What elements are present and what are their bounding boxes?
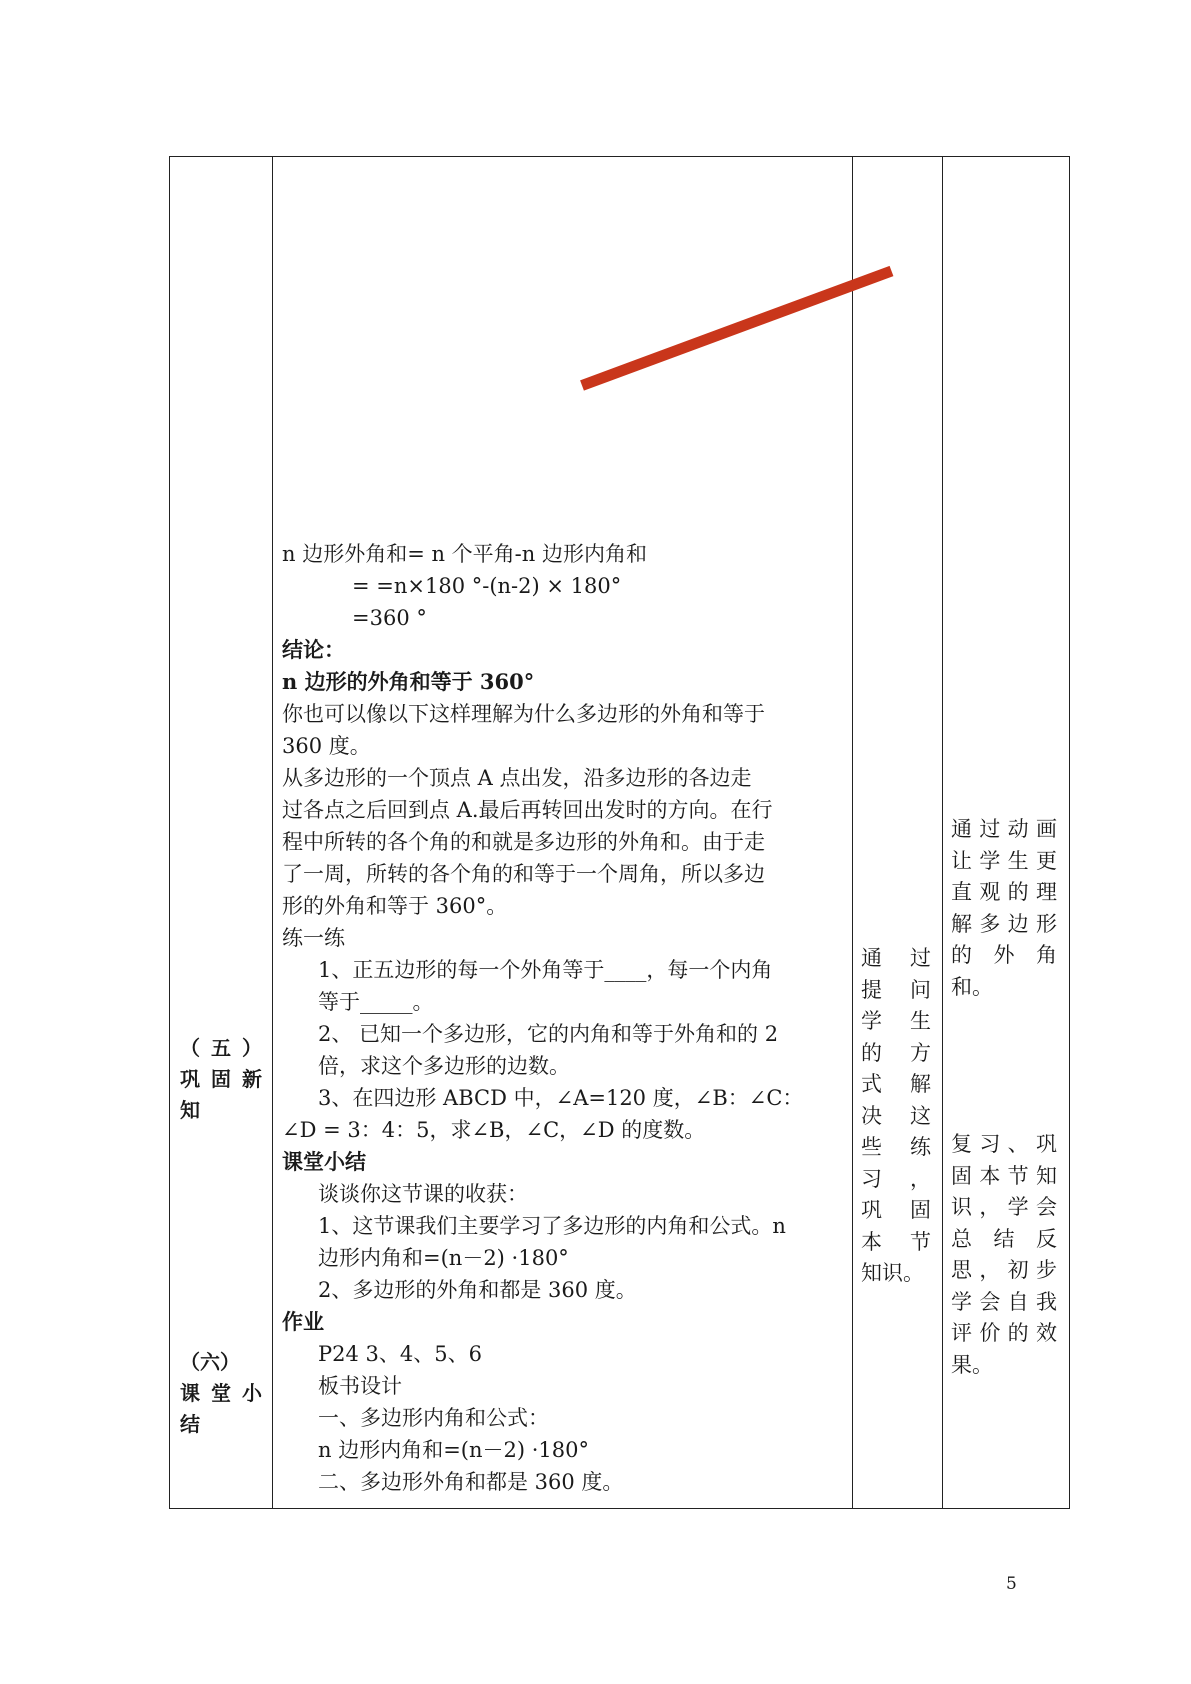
summary-line: 1、这节课我们主要学习了多边形的内角和公式。n [318, 1214, 786, 1238]
intent-note-line: 思，初步 [951, 1258, 1057, 1282]
explain-line: 形的外角和等于 360°。 [282, 894, 508, 918]
intent-note-review [951, 1129, 1057, 1381]
method-column [852, 157, 942, 1508]
stage-five-label [180, 1033, 262, 1126]
summary-line: 边形内角和=(n－2) ·180° [318, 1246, 569, 1270]
derivation-line: n 边形外角和= n 个平角-n 边形内角和 [282, 542, 647, 566]
intent-note-line: 的 外 角 [951, 943, 1057, 967]
explain-line: 从多边形的一个顶点 A 点出发，沿多边形的各边走 [282, 766, 752, 790]
explain-line: 过各点之后回到点 A.最后再转回出发时的方向。在行 [282, 798, 773, 822]
derivation-line: =360 ° [352, 606, 427, 630]
homework-line: n 边形内角和=(n－2) ·180° [318, 1438, 589, 1462]
conclusion-heading: 结论： [282, 637, 345, 662]
intent-note-line: 果。 [951, 1352, 993, 1377]
homework-line: 板书设计 [318, 1374, 402, 1398]
content-column [272, 157, 852, 1508]
intent-column [942, 157, 1069, 1508]
page-number: 5 [1006, 1574, 1017, 1594]
explain-line: 了一周，所转的各个角的和等于一个周角，所以多边 [282, 862, 765, 886]
explain-line: 你也可以像以下这样理解为什么多边形的外角和等于 [282, 702, 765, 726]
intent-note-animation [951, 814, 1057, 1003]
method-note-line: 的 方 [861, 1040, 931, 1065]
intent-note-line: 固本节知 [951, 1163, 1057, 1188]
summary-line: 谈谈你这节课的收获： [318, 1182, 528, 1206]
practice-line: 倍，求这个多边形的边数。 [318, 1054, 570, 1078]
practice-line: ∠D = 3：4：5，求∠B，∠C，∠D 的度数。 [282, 1118, 706, 1142]
summary-line: 2、多边形的外角和都是 360 度。 [318, 1278, 637, 1302]
explain-line: 程中所转的各个角的和就是多边形的外角和。由于走 [282, 830, 765, 854]
stage-six-line3: 结 [180, 1412, 200, 1436]
stage-six-line2: 课 堂 小 [180, 1381, 262, 1405]
method-note-line: 学 生 [861, 1009, 931, 1033]
method-note [861, 943, 931, 1290]
practice-line: 等于_____。 [318, 990, 434, 1014]
intent-note-line: 总 结 反 [951, 1226, 1057, 1251]
method-note-line: 本 节 [861, 1229, 931, 1254]
intent-note-line: 复习、巩 [951, 1132, 1057, 1156]
method-note-line: 决 这 [861, 1103, 931, 1128]
homework-line: 一、多边形内角和公式： [318, 1406, 549, 1430]
intent-note-line: 评价的效 [951, 1321, 1057, 1345]
intent-note-line: 通过动画 [951, 817, 1057, 841]
stage-six-label [180, 1347, 262, 1440]
lesson-plan-table [169, 156, 1070, 1509]
homework-heading: 作业 [282, 1309, 324, 1334]
method-note-line: 通 过 [861, 946, 931, 970]
explain-line: 360 度。 [282, 734, 371, 758]
intent-note-line: 解多边形 [951, 911, 1057, 936]
main-content [282, 538, 847, 1498]
method-note-line: 习 ， [861, 1166, 931, 1191]
homework-line: 二、多边形外角和都是 360 度。 [318, 1470, 624, 1494]
stage-five-line2: 巩 固 新 [180, 1067, 262, 1091]
practice-heading: 练一练 [282, 926, 345, 950]
method-note-line: 巩 固 [861, 1198, 931, 1222]
intent-note-line: 识，学会 [951, 1195, 1057, 1219]
derivation-line: = =n×180 °-(n-2) × 180° [352, 574, 622, 598]
homework-line: P24 3、4、5、6 [318, 1342, 482, 1366]
method-note-line: 提 问 [861, 977, 931, 1002]
method-note-line: 知识。 [861, 1261, 924, 1285]
stage-five-line3: 知 [180, 1098, 200, 1122]
intent-note-line: 让学生更 [951, 848, 1057, 873]
practice-line: 3、在四边形 ABCD 中，∠A=120 度，∠B：∠C： [318, 1086, 804, 1110]
stage-column [170, 157, 272, 1508]
intent-note-line: 直观的理 [951, 880, 1057, 904]
summary-heading: 课堂小结 [282, 1149, 366, 1174]
intent-note-line: 和。 [951, 974, 993, 999]
stage-six-line1: （六） [180, 1350, 240, 1374]
stage-five-line1: （ 五 ） [180, 1036, 262, 1060]
practice-line: 1、正五边形的每一个外角等于____，每一个内角 [318, 958, 773, 982]
conclusion-text: n 边形的外角和等于 360° [282, 669, 535, 694]
practice-line: 2、 已知一个多边形，它的内角和等于外角和的 2 [318, 1022, 779, 1046]
method-note-line: 式 解 [861, 1072, 931, 1096]
intent-note-line: 学会自我 [951, 1289, 1057, 1314]
method-note-line: 些 练 [861, 1135, 931, 1159]
